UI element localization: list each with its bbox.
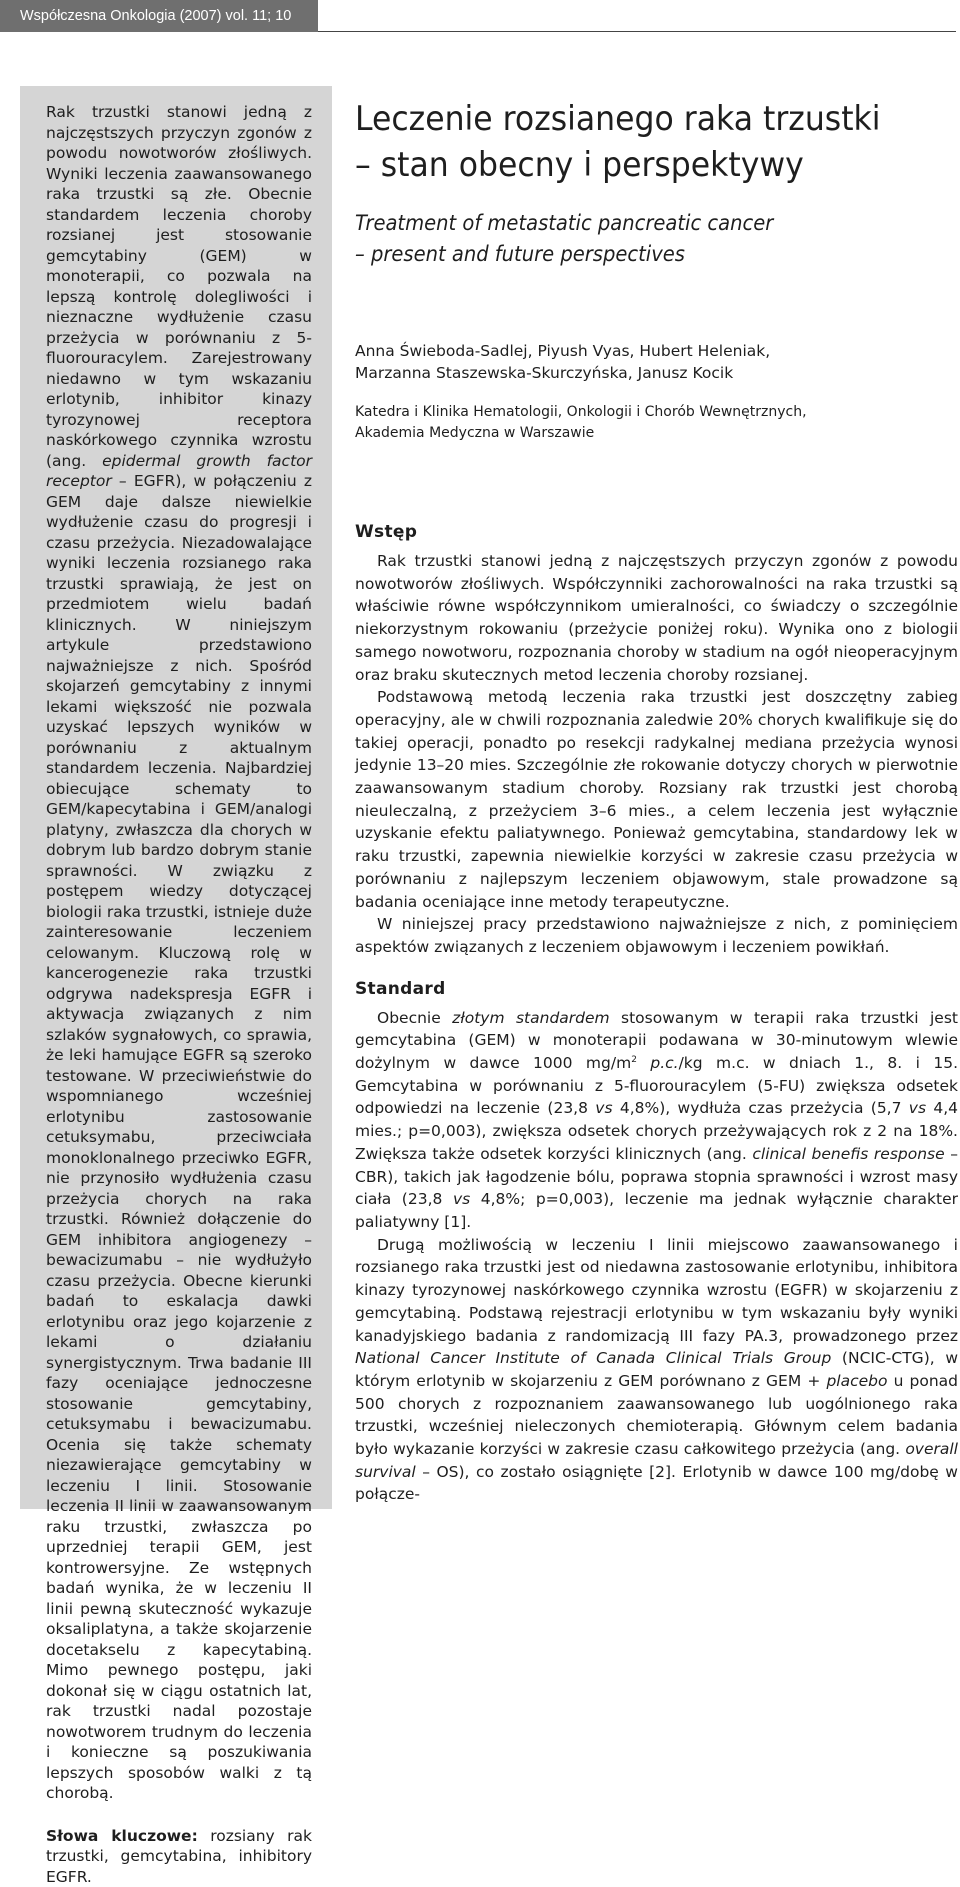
abstract-panel bbox=[20, 86, 332, 1509]
keywords-label: Słowa kluczowe: bbox=[46, 1827, 198, 1845]
section-heading: Standard bbox=[355, 979, 958, 999]
paragraph: Obecnie złotym standardem stosowanym w terapii raka trzustki jest gemcytabina (GEM) w monoterapii podawana w 30-minutowym wlewie dożylnym w dawce 1000 $mg/m^2$ p.c./kg m.c. w dniach 1., 8. i 15. Gemcytabina w porównaniu z 5-fluorouracylem (5-FU) zwiększa odsetek odpowiedzi na leczenie (23,8 vs 4,8%), wydłuża czas przeżycia (5,7 vs 4,4 mies.; p=0,003), zwiększa odsetek chorych przeżywających rok z 2 na 18%. Zwiększa także odsetek korzyści klinicznych (ang. clinical benefis response – CBR), takich jak łagodzenie bólu, poprawa stopnia sprawności i wzrost masy ciała (23,8 vs 4,8%; p=0,003), leczenie ma jednak wyłącznie charakter paliatywny [1]. bbox=[355, 1007, 958, 1234]
header-rule bbox=[318, 31, 956, 32]
article-title: Leczenie rozsianego raka trzustki – stan obecny i perspektywy bbox=[355, 96, 922, 188]
paragraph: W niniejszej pracy przedstawiono najważniejsze z nich, z pominięciem aspektów związanych z leczeniem objawowym i leczeniem powikłań. bbox=[355, 913, 958, 958]
article-main bbox=[355, 96, 958, 1506]
section-standard bbox=[355, 979, 958, 1506]
authors: Anna Świeboda-Sadlej, Piyush Vyas, Hubert Heleniak, Marzanna Staszewska-Skurczyńska, Janusz Kocik bbox=[355, 340, 958, 384]
article-subtitle-english: Treatment of metastatic pancreatic cancer – present and future perspectives bbox=[355, 208, 916, 270]
paragraph: Rak trzustki stanowi jedną z najczęstszych przyczyn zgonów z powodu nowotworów złośliwych. Współczynniki zachorowalności na raka trzustki są właściwie równe współczynnikom umieralności, co świadczy o szczególnie niekorzystnym rokowaniu (przeżycie poniżej roku). Wynika ono z biologii samego nowotworu, rozpoznania choroby w stadium na ogół nieoperacyjnym oraz braku skutecznych metod leczenia choroby rozsianej. bbox=[355, 550, 958, 686]
paragraph: Podstawową metodą leczenia raka trzustki jest doszczętny zabieg operacyjny, ale w chwili rozpoznania zaledwie 20% chorych kwalifikuje się do takiej operacji, ponadto po resekcji radykalnej mediana przeżycia wynosi jedynie 13–20 mies. Szczególnie złe rokowanie dotyczy chorych w pierwotnie zaawansowanym stadium choroby. Rozsiany rak trzustki jest chorobą nieuleczalną, z przeżyciem 3–6 mies., a celem leczenia jest wyłącznie uzyskanie efektu paliatywnego. Ponieważ gemcytabina, standardowy lek w raku trzustki, zapewnia niewielkie korzyści w zakresie czasu przeżycia w porównaniu z najlepszym leczeniem objawowym, stale prowadzone są badania oceniające inne metody terapeutyczne. bbox=[355, 686, 958, 913]
abstract-text: Rak trzustki stanowi jedną z najczęstszych przyczyn zgonów z powodu nowotworów złośliwych. Wyniki leczenia zaawansowanego raka trzustki są złe. Obecnie standardem leczenia choroby rozsianej jest stosowanie gemcytabiny (GEM) w monoterapii, co pozwala na lepszą kontrolę dolegliwości i nieznaczne wydłużenie czasu przeżycia w porównaniu z 5-fluorouracylem. Zarejestrowany niedawno w tym wskazaniu erlotynib, inhibitor kinazy tyrozynowej receptora naskórkowego czynnika wzrostu (ang. epidermal growth factor receptor – EGFR), w połączeniu z GEM daje dalsze niewielkie wydłużenie czasu do progresji i czasu przeżycia. Niezadowalające wyniki leczenia rozsianego raka trzustki sprawiają, że jest on przedmiotem wielu badań klinicznych. W niniejszym artykule przedstawiono najważniejsze z nich. Spośród skojarzeń gemcytabiny z innymi lekami większość nie pozwala uzyskać lepszych wyników w porównaniu z aktualnym standardem leczenia. Najbardziej obiecujące schematy to GEM/kapecytabina i GEM/analogi platyny, zwłaszcza dla chorych w dobrym lub bardzo dobrym stanie sprawności. W związku z postępem wiedzy dotyczącej biologii raka trzustki, istnieje duże zainteresowanie leczeniem celowanym. Kluczową rolę w kancerogenezie raka trzustki odgrywa nadekspresja EGFR i aktywacja związanych z nim szlaków sygnałowych, co sprawia, że leki hamujące EGFR są szeroko testowane. W przeciwieństwie do wspomnianego wcześniej erlotynibu zastosowanie cetuksymabu, przeciwciała monoklonalnego przeciwko EGFR, nie przynosiło wydłużenia czasu przeżycia chorych na raka trzustki. Również dołączenie do GEM inhibitora angiogenezy – bewacizumabu – nie wydłużyło czasu przeżycia. Obecne kierunki badań to eskalacja dawki erlotynibu oraz jego kojarzenie z lekami o działaniu synergistycznym. Trwa badanie III fazy oceniające jednoczesne stosowanie gemcytabiny, cetuksymabu i bewacizumabu. Ocenia się także schematy niezawierające gemcytabiny w leczeniu I linii. Stosowanie leczenia II linii w zaawansowanym raku trzustki, zwłaszcza po uprzedniej terapii GEM, jest kontrowersyjne. Ze wstępnych badań wynika, że w leczeniu II linii pewną skuteczność wykazuje oksaliplatyna, a także skojarzenie docetakselu z kapecytabiną. Mimo pewnego postępu, jaki dokonał się w ciągu ostatnich lat, rak trzustki nadal pozostaje nowotworem trudnym do leczenia i konieczne są poszukiwania lepszych sposobów walki z tą chorobą. bbox=[46, 102, 312, 1804]
section-heading: Wstęp bbox=[355, 522, 958, 542]
affiliation: Katedra i Klinika Hematologii, Onkologii i Chorób Wewnętrznych, Akademia Medyczna w Warszawie bbox=[355, 402, 958, 444]
section-intro bbox=[355, 522, 958, 959]
journal-header: Współczesna Onkologia (2007) vol. 11; 10 (481–486) bbox=[0, 0, 318, 32]
keywords: Słowa kluczowe: rozsiany rak trzustki, gemcytabina, inhibitory EGFR. bbox=[46, 1826, 312, 1887]
paragraph: Drugą możliwością w leczeniu I linii miejscowo zaawansowanego i rozsianego raka trzustki jest od niedawna zastosowanie erlotynibu, inhibitora kinazy tyrozynowej naskórkowego czynnika wzrostu (EGFR) w skojarzeniu z gemcytabiną. Podstawą rejestracji erlotynibu w tym wskazaniu były wyniki kanadyjskiego badania z randomizacją III fazy PA.3, prowadzonego przez National Cancer Institute of Canada Clinical Trials Group (NCIC-CTG), w którym erlotynib w skojarzeniu z GEM porównano z GEM + placebo u ponad 500 chorych z rozpoznaniem zaawansowanego lub uogólnionego raka trzustki, wcześniej nieleczonych chemioterapią. Głównym celem badania było wykazanie korzyści w zakresie czasu całkowitego przeżycia (ang. overall survival – OS), co zostało osiągnięte [2]. Erlotynib w dawce 100 mg/dobę w połącze- bbox=[355, 1234, 958, 1506]
